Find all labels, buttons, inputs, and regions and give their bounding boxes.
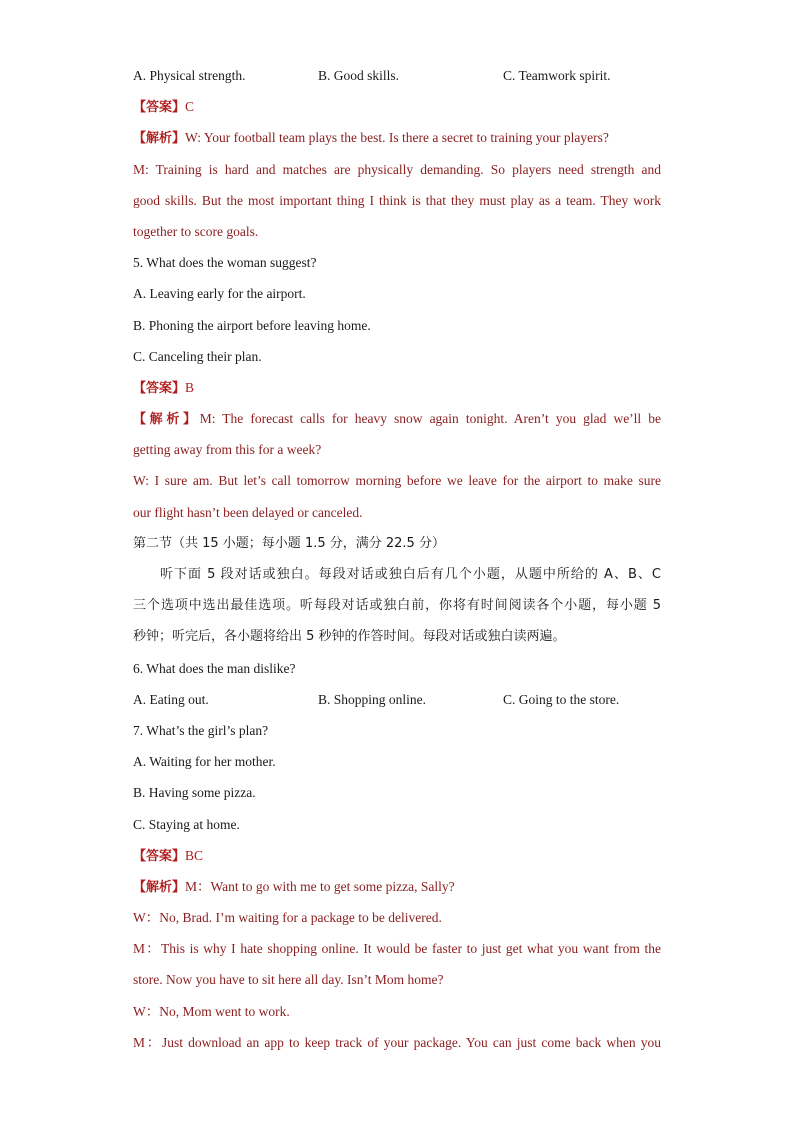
document-page — [133, 60, 661, 1058]
q7-answer — [133, 840, 661, 871]
answer-value: C — [185, 99, 195, 115]
q6-question: 6. What does the man dislike? — [133, 660, 296, 676]
q4-explain-line-4: together to score goals. — [133, 223, 259, 239]
q7-explain-line-1: 【解析】M：Want to go with me to get some pizza, Sally? — [133, 878, 455, 895]
explain-tag: 【解析】 — [133, 131, 186, 147]
q7-question: 7. What’s the girl’s plan? — [133, 722, 269, 738]
q4-explain-line-3: good skills. But the most important thing I think is that they must play as a team. They work — [133, 192, 661, 208]
q6-options — [133, 684, 661, 715]
section-instructions-line-3: 秒钟；听完后，各小题将给出 5 秒钟的作答时间。每段对话或独白读两遍。 — [133, 629, 566, 645]
q7-explain-line-2: W：No, Brad. I’m waiting for a package to be delivered. — [133, 910, 442, 926]
q5-option-b: B. Phoning the airport before leaving home. — [133, 317, 371, 333]
q4-options — [133, 60, 661, 91]
q6-option-c: C. Going to the store. — [503, 691, 620, 707]
q7-explain-line-5: W：No, Mom went to work. — [133, 1003, 290, 1019]
q7-option-b: B. Having some pizza. — [133, 785, 256, 801]
q5-explain-line-4: our flight hasn’t been delayed or canceled. — [133, 504, 363, 520]
q4-answer — [133, 91, 661, 122]
answer-tag: 【答案】 — [133, 380, 186, 396]
q5-explain-line-3: W: I sure am. But let’s call tomorrow morning before we leave for the airport to make sure — [133, 473, 661, 489]
q6-option-a: A. Eating out. — [133, 691, 209, 707]
q5-explain-line-1: 【解析】M: The forecast calls for heavy snow again tonight. Aren’t you glad we’ll be — [133, 411, 661, 428]
q5-answer — [133, 372, 661, 403]
q7-option-c: C. Staying at home. — [133, 816, 240, 832]
section-instructions-line-1: 听下面 5 段对话或独白。每段对话或独白后有几个小题，从题中所给的 A、B、C — [160, 567, 661, 582]
q7-explain-line-4: store. Now you have to sit here all day. Isn’t Mom home? — [133, 972, 444, 988]
q5-option-c: C. Canceling their plan. — [133, 348, 262, 364]
q4-option-a: A. Physical strength. — [133, 68, 246, 83]
section-heading: 第二节（共 15 小题；每小题 1.5 分，满分 22.5 分） — [133, 535, 445, 551]
q4-explain-line-1: 【解析】W: Your football team plays the best. Is there a secret to training your players? — [133, 130, 609, 147]
q4-explain-line-2: M: Training is hard and matches are physically demanding. So players need strength and — [133, 161, 661, 177]
q7-explain-line-6: M：Just download an app to keep track of your package. You can just come back when you — [133, 1034, 661, 1050]
explain-tag: 【解析】 — [133, 412, 200, 428]
q4-option-c: C. Teamwork spirit. — [503, 68, 611, 83]
answer-tag: 【答案】 — [133, 100, 186, 116]
q7-explain-line-3: M：This is why I hate shopping online. It would be faster to just get what you want from the — [133, 941, 661, 957]
q5-question: 5. What does the woman suggest? — [133, 255, 317, 271]
q4-option-b: B. Good skills. — [318, 68, 400, 83]
q5-explain-line-2: getting away from this for a week? — [133, 442, 322, 458]
explain-tag: 【解析】 — [133, 879, 186, 895]
q6-option-b: B. Shopping online. — [318, 691, 427, 707]
q7-option-a: A. Waiting for her mother. — [133, 754, 276, 770]
q5-option-a: A. Leaving early for the airport. — [133, 286, 306, 302]
section-instructions-line-2: 三个选项中选出最佳选项。听每段对话或独白前，你将有时间阅读各个小题，每小题 5 — [133, 598, 661, 614]
answer-value: B — [185, 379, 195, 395]
answer-value: BC — [185, 847, 204, 863]
answer-tag: 【答案】 — [133, 848, 186, 864]
